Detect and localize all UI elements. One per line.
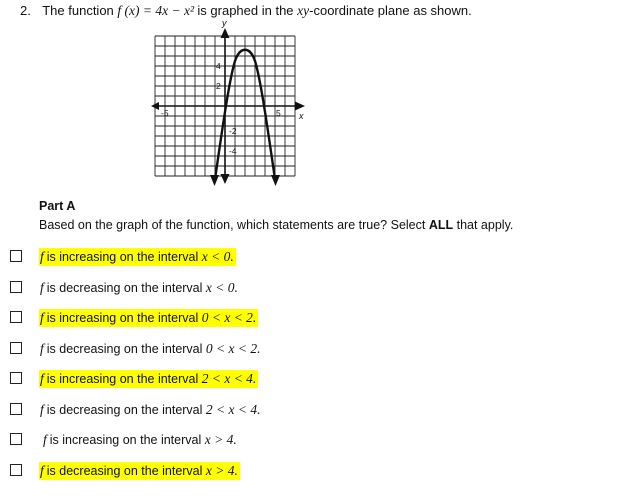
function-symbol: f [40,463,44,478]
option-5[interactable] [0,371,633,391]
option-label [39,370,258,388]
x-axis-arrow-right [295,102,305,111]
function-symbol: f [40,341,44,356]
option-label [39,340,262,358]
checkbox[interactable] [10,342,22,354]
instruction-bold: ALL [428,218,454,232]
part-title: Part A [39,199,76,213]
plane-name: xy [297,3,310,18]
function-symbol: f [43,432,47,447]
tick-label-xneg5: -5 [161,108,169,118]
option-8[interactable] [0,463,633,483]
function-symbol: f [40,402,44,417]
option-interval: 0 < x < 2. [201,310,257,325]
y-axis-arrow-down [221,174,230,184]
option-label [39,309,258,327]
option-3[interactable] [0,310,633,330]
checkbox[interactable] [10,250,22,262]
checkbox[interactable] [10,403,22,415]
option-text: is decreasing on the interval [46,342,206,356]
y-axis-label: y [222,18,227,28]
option-interval: 0 < x < 2. [205,341,261,356]
checkbox[interactable] [10,464,22,476]
function-expression: f (x) = 4x − x² [117,3,198,18]
option-6[interactable] [0,402,633,422]
tick-label-y4: 4 [216,61,221,71]
option-4[interactable] [0,341,633,361]
function-symbol: f [40,249,44,264]
instruction-prefix: Based on the graph of the function, which statements are true? Select [39,218,429,232]
function-symbol: f [40,280,44,295]
option-text: is increasing on the interval [46,250,202,264]
option-interval: x < 0. [201,249,234,264]
function-symbol: f [40,310,44,325]
option-text: is decreasing on the interval [46,464,206,478]
tick-label-yneg2: -2 [229,126,237,136]
function-graph [145,18,315,186]
option-7[interactable] [0,432,633,452]
curve-arrow-right [271,175,280,186]
option-label [39,279,240,297]
function-symbol: f [40,371,44,386]
tick-label-y2: 2 [216,81,221,91]
option-label [39,248,236,266]
instruction-suffix: that apply. [453,218,514,232]
option-interval: x < 0. [205,280,238,295]
curve-arrow-left [210,175,219,186]
option-interval: 2 < x < 4. [201,371,257,386]
question-text-after: is graphed in the [197,3,294,18]
option-label [39,462,240,480]
option-text: is increasing on the interval [46,311,202,325]
checkbox[interactable] [10,281,22,293]
question-number: 2. [20,3,31,18]
tick-label-yneg4: -4 [229,146,237,156]
option-label [39,401,262,419]
option-text: is decreasing on the interval [46,403,206,417]
option-text: is increasing on the interval [49,433,205,447]
option-text: is decreasing on the interval [46,281,206,295]
option-2[interactable] [0,280,633,300]
option-label [42,431,239,449]
checkbox[interactable] [10,433,22,445]
x-axis-label: x [299,111,304,121]
question-text-before: The function [42,3,114,18]
instruction [39,218,513,232]
option-interval: x > 4. [204,432,237,447]
checkbox[interactable] [10,372,22,384]
question-stem [20,3,472,19]
checkbox[interactable] [10,311,22,323]
y-axis-arrow-up [221,28,230,38]
tick-label-x5: 5 [276,108,281,118]
option-interval: 2 < x < 4. [205,402,261,417]
option-text: is increasing on the interval [46,372,202,386]
option-1[interactable] [0,249,633,269]
question-text-end: -coordinate plane as shown. [309,3,472,18]
option-interval: x > 4. [205,463,238,478]
